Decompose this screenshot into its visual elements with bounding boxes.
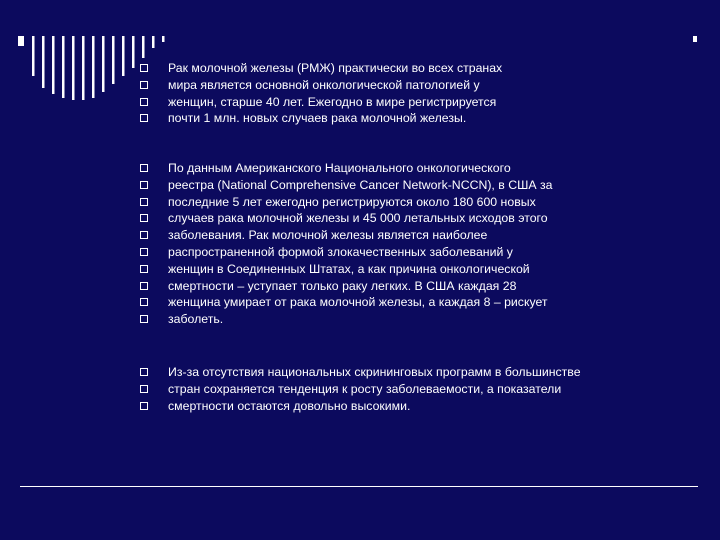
paragraph-line-text: По данным Американского Национального онкологического <box>168 161 511 175</box>
paragraph-line-text: женщин в Соединенных Штатах, а как причина онкологической <box>168 261 530 276</box>
paragraph-line-text: Из-за отсутствия национальных скрининговых программ в большинстве <box>168 365 581 379</box>
stripe-mark <box>132 36 135 68</box>
paragraph-line-text: случаев рака молочной железы и 45 000 летальных исходов этого <box>168 211 548 226</box>
stripe-mark <box>162 36 165 42</box>
corner-mark <box>693 36 697 42</box>
stripe-mark <box>42 36 45 88</box>
paragraph-line-text: женщина умирает от рака молочной железы, а каждая 8 – рискует <box>168 295 548 310</box>
paragraph-2 <box>140 160 660 328</box>
stripe-mark <box>52 36 55 94</box>
square-bullet-icon <box>140 385 148 393</box>
stripe-mark <box>112 36 115 84</box>
paragraph-3 <box>140 364 660 414</box>
stripe-mark <box>102 36 105 92</box>
paragraph-line <box>140 77 660 94</box>
square-bullet-icon <box>140 368 148 376</box>
paragraph-line-text: заболеть. <box>168 312 224 327</box>
paragraph-line <box>140 381 660 398</box>
paragraph-line-text: почти 1 млн. новых случаев рака молочной железы. <box>168 111 467 126</box>
paragraph-line-text: последние 5 лет ежегодно регистрируются около 180 600 новых <box>168 194 536 209</box>
paragraph-line <box>140 364 660 381</box>
paragraph-line <box>140 60 660 77</box>
square-bullet-icon <box>140 64 148 72</box>
paragraph-line-text: смертности – уступает только раку легких. В США каждая 28 <box>168 278 517 293</box>
paragraph-line <box>140 244 660 261</box>
stripe-mark <box>142 36 145 58</box>
stripe-mark <box>32 36 35 76</box>
paragraph-line-text: распространенной формой злокачественных заболеваний у <box>168 244 513 259</box>
stripe-mark <box>62 36 65 98</box>
bottom-divider <box>20 486 698 487</box>
square-bullet-icon <box>140 248 148 256</box>
stripe-mark <box>152 36 155 48</box>
square-bullet-icon <box>140 231 148 239</box>
paragraph-line <box>140 294 660 311</box>
square-bullet-icon <box>140 198 148 206</box>
paragraph-line <box>140 261 660 278</box>
square-bullet-icon <box>140 98 148 106</box>
square-bullet-icon <box>140 402 148 410</box>
paragraph-line <box>140 94 660 111</box>
square-bullet-icon <box>140 181 148 189</box>
paragraph-line <box>140 160 660 177</box>
stripe-mark <box>72 36 75 100</box>
square-bullet-icon <box>140 298 148 306</box>
stripe-mark <box>82 36 85 100</box>
stripe-mark <box>122 36 125 76</box>
stripe-mark <box>92 36 95 98</box>
paragraph-line <box>140 398 660 415</box>
paragraph-line-text: Рак молочной железы (РМЖ) практически во всех странах <box>168 61 503 75</box>
square-bullet-icon <box>140 282 148 290</box>
square-bullet-icon <box>140 265 148 273</box>
paragraph-line-text: женщин, старше 40 лет. Ежегодно в мире регистрируется <box>168 94 497 109</box>
paragraph-line <box>140 177 660 194</box>
paragraph-line-text: стран сохраняется тенденция к росту заболеваемости, а показатели <box>168 381 562 396</box>
paragraph-line <box>140 311 660 328</box>
paragraph-line <box>140 227 660 244</box>
square-bullet-icon <box>140 114 148 122</box>
paragraph-line <box>140 210 660 227</box>
paragraph-line <box>140 194 660 211</box>
stripe-mark <box>18 36 24 46</box>
paragraph-1 <box>140 60 660 127</box>
square-bullet-icon <box>140 214 148 222</box>
paragraph-line-text: мира является основной онкологической патологией у <box>168 77 480 92</box>
paragraph-line <box>140 278 660 295</box>
square-bullet-icon <box>140 81 148 89</box>
square-bullet-icon <box>140 164 148 172</box>
square-bullet-icon <box>140 315 148 323</box>
paragraph-line-text: реестра (National Comprehensive Cancer Network-NCCN), в США за <box>168 177 553 192</box>
paragraph-line-text: заболевания. Рак молочной железы является наиболее <box>168 228 488 243</box>
paragraph-line-text: смертности остаются довольно высокими. <box>168 398 411 413</box>
paragraph-line <box>140 110 660 127</box>
